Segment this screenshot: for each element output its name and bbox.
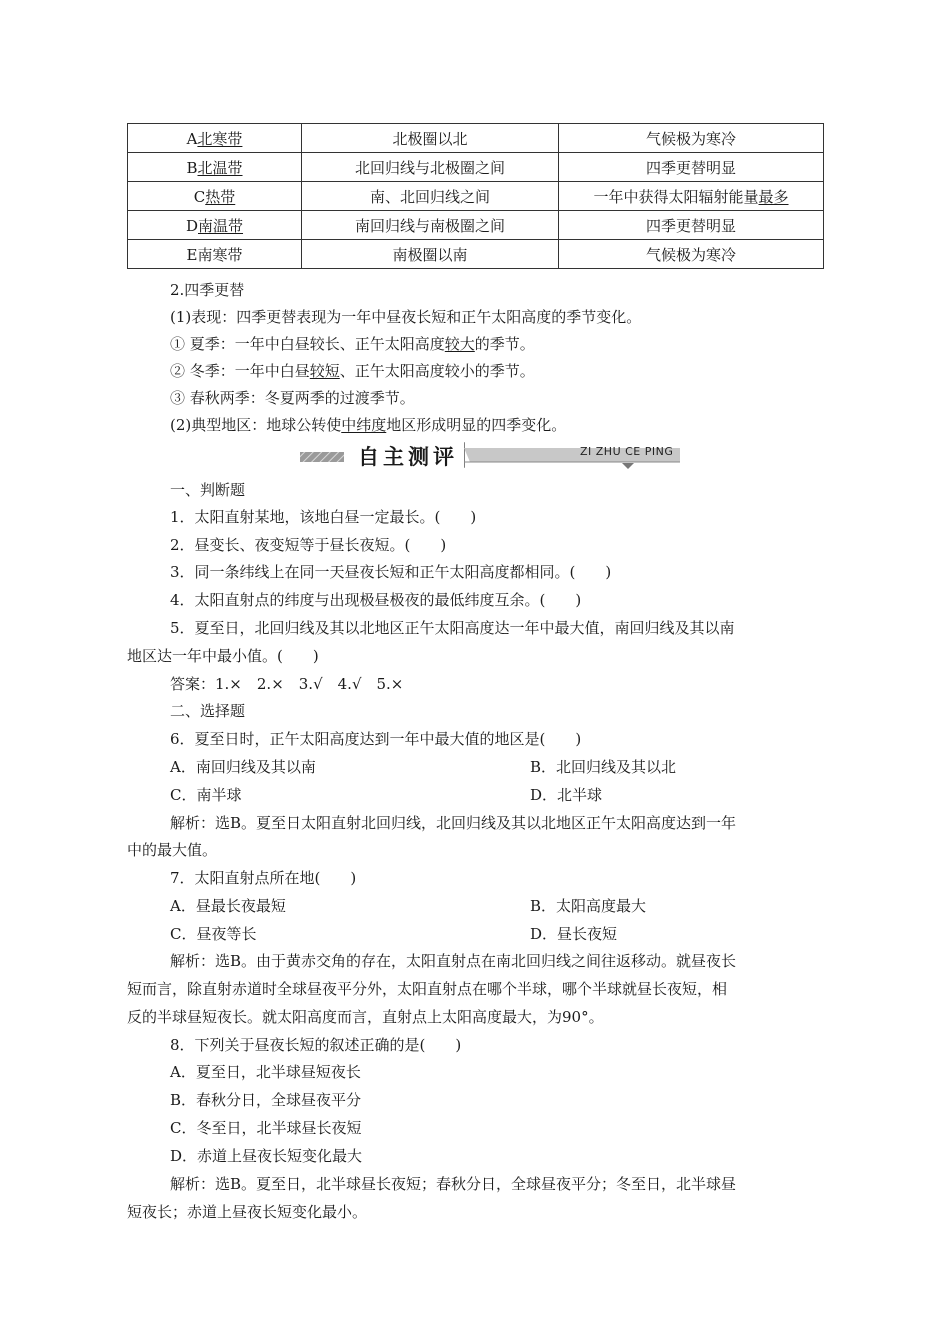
zone-name-cell: A北寒带 <box>128 124 302 153</box>
choice-q6-c: C．南半球 <box>170 786 242 804</box>
zone-range-cell: 南极圈以南 <box>302 240 559 269</box>
choice-q7-b: B．太阳高度最大 <box>530 897 647 915</box>
section-title: 自主测评 <box>344 440 464 468</box>
choice-q7-explain-3: 反的半球昼短夜长。就太阳高度而言，直射点上太阳高度最大，为90°。 <box>127 1008 604 1026</box>
choice-q6-explain-cont: 中的最大值。 <box>127 841 218 859</box>
choice-heading: 二、选择题 <box>170 702 246 720</box>
zone-name-cell: B北温带 <box>128 153 302 182</box>
zone-feature-cell: 气候极为寒冷 <box>559 124 824 153</box>
choice-q6-explain: 解析：选B。夏至日太阳直射北回归线，北回归线及其以北地区正午太阳高度达到一年 <box>170 814 737 832</box>
choice-q6-d: D．北半球 <box>530 786 603 804</box>
judge-q5-cont: 地区达一年中最小值。( ) <box>127 647 319 665</box>
choice-q8-a: A．夏至日，北半球昼短夜长 <box>170 1063 361 1081</box>
zone-feature-cell: 四季更替明显 <box>559 153 824 182</box>
zone-name-cell: E南寒带 <box>128 240 302 269</box>
judge-heading: 一、判断题 <box>170 481 246 499</box>
zone-row <box>128 153 824 182</box>
zone-feature-cell: 一年中获得太阳辐射能量最多 <box>559 182 824 211</box>
zone-range-cell: 南回归线与南极圈之间 <box>302 211 559 240</box>
choice-q7-c: C．昼夜等长 <box>170 925 257 943</box>
seasons-p1: (1)表现：四季更替表现为一年中昼夜长短和正午太阳高度的季节变化。 <box>170 308 642 326</box>
choice-q8-b: B．春秋分日，全球昼夜平分 <box>170 1091 362 1109</box>
judge-q4: 4．太阳直射点的纬度与出现极昼极夜的最低纬度互余。( ) <box>170 591 582 609</box>
zone-range-cell: 北回归线与北极圈之间 <box>302 153 559 182</box>
judge-q5: 5．夏至日，北回归线及其以北地区正午太阳高度达一年中最大值，南回归线及其以南 <box>170 619 735 637</box>
choice-q6-a: A．南回归线及其以南 <box>170 758 316 776</box>
zone-feature-cell: 气候极为寒冷 <box>559 240 824 269</box>
judge-q3: 3．同一条纬线上在同一天昼夜长短和正午太阳高度都相同。( ) <box>170 563 612 581</box>
zone-range-cell: 南、北回归线之间 <box>302 182 559 211</box>
zone-row <box>128 240 824 269</box>
zone-row <box>128 211 824 240</box>
choice-q7-explain-2: 短而言，除直射赤道时全球昼夜平分外，太阳直射点在哪个半球，哪个半球就昼长夜短，相 <box>127 980 728 998</box>
winter-line: ② 冬季：一年中白昼较短、正午太阳高度较小的季节。 <box>170 362 535 380</box>
choice-q8-d: D．赤道上昼夜长短变化最大 <box>170 1147 363 1165</box>
seasons-heading: 2.四季更替 <box>170 281 245 299</box>
judge-q1: 1．太阳直射某地，该地白昼一定最长。( ) <box>170 508 477 526</box>
summer-line: ① 夏季：一年中白昼较长、正午太阳高度较大的季节。 <box>170 335 535 353</box>
spring-line: ③ 春秋两季：冬夏两季的过渡季节。 <box>170 389 415 407</box>
choice-q8-explain: 解析：选B。夏至日，北半球昼长夜短；春秋分日，全球昼夜平分；冬至日，北半球昼 <box>170 1175 737 1193</box>
choice-q7: 7．太阳直射点所在地( ) <box>170 869 357 887</box>
choice-q6-b: B．北回归线及其以北 <box>530 758 677 776</box>
climate-zones-table <box>127 123 824 269</box>
choice-q7-explain: 解析：选B。由于黄赤交角的存在，太阳直射点在南北回归线之间往返移动。就昼夜长 <box>170 952 737 970</box>
judge-answer: 答案：1.× 2.× 3.√ 4.√ 5.× <box>170 675 404 693</box>
zone-row <box>128 124 824 153</box>
choice-q6: 6．夏至日时，正午太阳高度达到一年中最大值的地区是( ) <box>170 730 582 748</box>
choice-q7-d: D．昼长夜短 <box>530 925 618 943</box>
region-line: (2)典型地区：地球公转使中纬度地区形成明显的四季变化。 <box>170 416 567 434</box>
choice-q7-a: A．昼最长夜最短 <box>170 897 286 915</box>
judge-q2: 2．昼变长、夜变短等于昼长夜短。( ) <box>170 536 447 554</box>
choice-q8: 8．下列关于昼夜长短的叙述正确的是( ) <box>170 1036 462 1054</box>
section-pinyin: ZI ZHU CE PING <box>580 445 674 458</box>
choice-q8-c: C．冬至日，北半球昼长夜短 <box>170 1119 362 1137</box>
zone-name-cell: C热带 <box>128 182 302 211</box>
choice-q8-explain-cont: 短夜长；赤道上昼夜长短变化最小。 <box>127 1203 368 1221</box>
zone-feature-cell: 四季更替明显 <box>559 211 824 240</box>
zone-range-cell: 北极圈以北 <box>302 124 559 153</box>
zone-name-cell: D南温带 <box>128 211 302 240</box>
zone-row <box>128 182 824 211</box>
